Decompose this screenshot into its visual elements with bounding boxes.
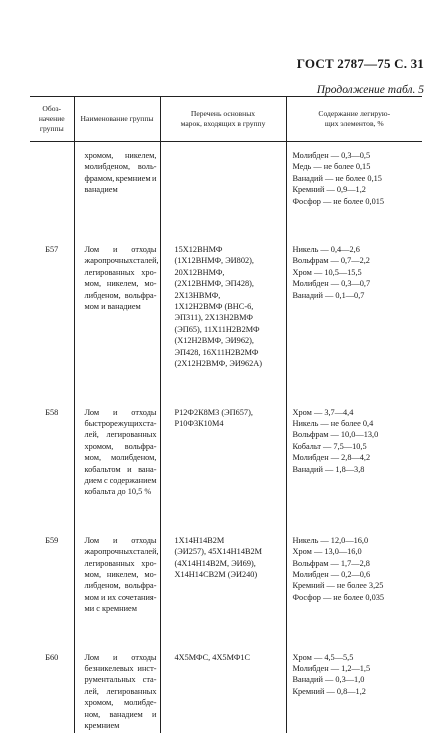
cell-line: мом и их сочетания- bbox=[85, 592, 157, 603]
cell-line: ЭП428, 16Х11Н2В2МФ bbox=[175, 347, 283, 358]
cell-line: хромом, вольфра- bbox=[85, 441, 157, 452]
cell-line: кобальта до 10,5 % bbox=[85, 486, 157, 497]
group-code: Б57 bbox=[30, 224, 74, 386]
cell-line: Наименование группы bbox=[77, 114, 158, 124]
cell-line: жаропрочных сталей, bbox=[85, 546, 157, 557]
cell-line: легированных хро- bbox=[85, 267, 157, 278]
group-code: Б58 bbox=[30, 387, 74, 515]
cell-line: Медь — не более 0,15 bbox=[293, 161, 420, 172]
cell-line: Ванадий — не более 0,15 bbox=[293, 173, 420, 184]
cell-line: Вольфрам — 10,0—13,0 bbox=[293, 429, 420, 440]
cell-line: Никель — не более 0,4 bbox=[293, 418, 420, 429]
cell-line: Р12Ф2К8М3 (ЭП657), bbox=[175, 407, 283, 418]
grade-list bbox=[160, 387, 286, 515]
alloy-groups-table bbox=[30, 96, 422, 733]
cell-line: Никель — 12,0—16,0 bbox=[293, 535, 420, 546]
group-name bbox=[74, 224, 160, 386]
cell-line: группы bbox=[32, 124, 72, 134]
cell-line: фрамом, кремнием и bbox=[85, 173, 157, 184]
cell-line: (1Х12ВНМФ, ЭИ802), bbox=[175, 255, 283, 266]
cell-line: Хром — 4,5—5,5 bbox=[293, 652, 420, 663]
cell-line: Лом и отходы bbox=[85, 244, 157, 255]
cell-line: Хром — 13,0—16,0 bbox=[293, 546, 420, 557]
cell-line: Никель — 0,4—2,6 bbox=[293, 244, 420, 255]
table-header-row bbox=[30, 97, 422, 142]
cell-line: ванадием bbox=[85, 184, 157, 195]
cell-line: мом, никелем, мо- bbox=[85, 278, 157, 289]
cell-line: Лом и отходы bbox=[85, 407, 157, 418]
cell-line: Вольфрам — 0,7—2,2 bbox=[293, 255, 420, 266]
cell-line: либденом, вольфра- bbox=[85, 580, 157, 591]
group-name bbox=[74, 632, 160, 733]
cell-line: дием с содержанием bbox=[85, 475, 157, 486]
group-name bbox=[74, 515, 160, 632]
group-code bbox=[30, 142, 74, 225]
cell-line: (ЭИ257), 45Х14Н14В2М bbox=[175, 546, 283, 557]
cell-line: Обоз- bbox=[32, 104, 72, 114]
page-header: ГОСТ 2787—75 С. 31 bbox=[297, 56, 424, 72]
continuation-label: Продолжение табл. 5 bbox=[317, 84, 424, 96]
grade-list bbox=[160, 515, 286, 632]
cell-line: Молибден — 2,8—4,2 bbox=[293, 452, 420, 463]
table-row bbox=[30, 632, 422, 733]
element-content bbox=[286, 515, 422, 632]
header-grades bbox=[160, 97, 286, 142]
cell-line: безникелевых инст- bbox=[85, 663, 157, 674]
cell-line: жаропрочных сталей, bbox=[85, 255, 157, 266]
cell-line: начение bbox=[32, 114, 72, 124]
cell-line: щих элементов, % bbox=[289, 119, 421, 129]
cell-line: (ЭП65), 11Х11Н2В2МФ bbox=[175, 324, 283, 335]
element-content bbox=[286, 387, 422, 515]
cell-line: Кобальт — 7,5—10,5 bbox=[293, 441, 420, 452]
cell-line: мом, молибденом, bbox=[85, 452, 157, 463]
cell-line: кобальтом и вана- bbox=[85, 464, 157, 475]
table-row bbox=[30, 515, 422, 632]
cell-line: Содержание легирую- bbox=[289, 109, 421, 119]
cell-line: ном, ванадием и bbox=[85, 709, 157, 720]
cell-line: Кремний — не более 3,25 bbox=[293, 580, 420, 591]
grade-list bbox=[160, 632, 286, 733]
cell-line: Кремний — 0,9—1,2 bbox=[293, 184, 420, 195]
cell-line: Лом и отходы bbox=[85, 652, 157, 663]
cell-line: (2Х12Н2ВМФ, ЭИ962А) bbox=[175, 358, 283, 369]
cell-line: Ванадий — 1,8—3,8 bbox=[293, 464, 420, 475]
table-body bbox=[30, 142, 422, 733]
cell-line: марок, входящих в группу bbox=[163, 119, 284, 129]
cell-line: Молибден — 0,3—0,7 bbox=[293, 278, 420, 289]
cell-line: Лом и отходы bbox=[85, 535, 157, 546]
group-name bbox=[74, 142, 160, 225]
cell-line: молибденом, воль- bbox=[85, 161, 157, 172]
grade-list bbox=[160, 142, 286, 225]
cell-line: (2Х12ВНМФ, ЭП428), bbox=[175, 278, 283, 289]
grade-list bbox=[160, 224, 286, 386]
cell-line: Фосфор — не более 0,035 bbox=[293, 592, 420, 603]
cell-line: Х14Н14СВ2М (ЭИ240) bbox=[175, 569, 283, 580]
table-row bbox=[30, 387, 422, 515]
header-group-name bbox=[74, 97, 160, 142]
cell-line: Р10Ф3К10М4 bbox=[175, 418, 283, 429]
header-designation bbox=[30, 97, 74, 142]
cell-line: мом и ванадием bbox=[85, 301, 157, 312]
cell-line: 2Х13НВМФ, bbox=[175, 290, 283, 301]
cell-line: 4Х5МФС, 4Х5МФ1С bbox=[175, 652, 283, 663]
cell-line: Фосфор — не более 0,015 bbox=[293, 196, 420, 207]
cell-line: Перечень основных bbox=[163, 109, 284, 119]
group-code: Б59 bbox=[30, 515, 74, 632]
table-row bbox=[30, 142, 422, 225]
element-content bbox=[286, 632, 422, 733]
element-content bbox=[286, 224, 422, 386]
header-element-content bbox=[286, 97, 422, 142]
cell-line: (Х12Н2ВМФ, ЭИ962), bbox=[175, 335, 283, 346]
cell-line: Ванадий — 0,1—0,7 bbox=[293, 290, 420, 301]
cell-line: 1Х12Н2ВМФ (ВНС-6, bbox=[175, 301, 283, 312]
cell-line: ми с кремнием bbox=[85, 603, 157, 614]
cell-line: Хром — 10,5—15,5 bbox=[293, 267, 420, 278]
cell-line: ЭП311), 2Х13Н2ВМФ bbox=[175, 312, 283, 323]
cell-line: хромом, никелем, bbox=[85, 150, 157, 161]
element-content bbox=[286, 142, 422, 225]
cell-line: 15Х12ВНМФ bbox=[175, 244, 283, 255]
cell-line: лей, легированных bbox=[85, 686, 157, 697]
cell-line: Вольфрам — 1,7—2,8 bbox=[293, 558, 420, 569]
cell-line: 1Х14Н14В2М bbox=[175, 535, 283, 546]
cell-line: рументальных ста- bbox=[85, 674, 157, 685]
group-code: Б60 bbox=[30, 632, 74, 733]
cell-line: Молибден — 0,2—0,6 bbox=[293, 569, 420, 580]
cell-line: быстрорежущих ста- bbox=[85, 418, 157, 429]
cell-line: Молибден — 0,3—0,5 bbox=[293, 150, 420, 161]
group-name bbox=[74, 387, 160, 515]
cell-line: Хром — 3,7—4,4 bbox=[293, 407, 420, 418]
cell-line: либденом, вольфра- bbox=[85, 290, 157, 301]
cell-line: мом, никелем, мо- bbox=[85, 569, 157, 580]
table-row bbox=[30, 224, 422, 386]
cell-line: легированных хро- bbox=[85, 558, 157, 569]
cell-line: (4Х14Н14В2М, ЭИ69), bbox=[175, 558, 283, 569]
cell-line: Ванадий — 0,3—1,0 bbox=[293, 674, 420, 685]
cell-line: 20Х12ВНМФ, bbox=[175, 267, 283, 278]
cell-line: лей, легированных bbox=[85, 429, 157, 440]
cell-line: Кремний — 0,8—1,2 bbox=[293, 686, 420, 697]
cell-line: хромом, молибде- bbox=[85, 697, 157, 708]
cell-line: Молибден — 1,2—1,5 bbox=[293, 663, 420, 674]
cell-line: кремнием bbox=[85, 720, 157, 731]
